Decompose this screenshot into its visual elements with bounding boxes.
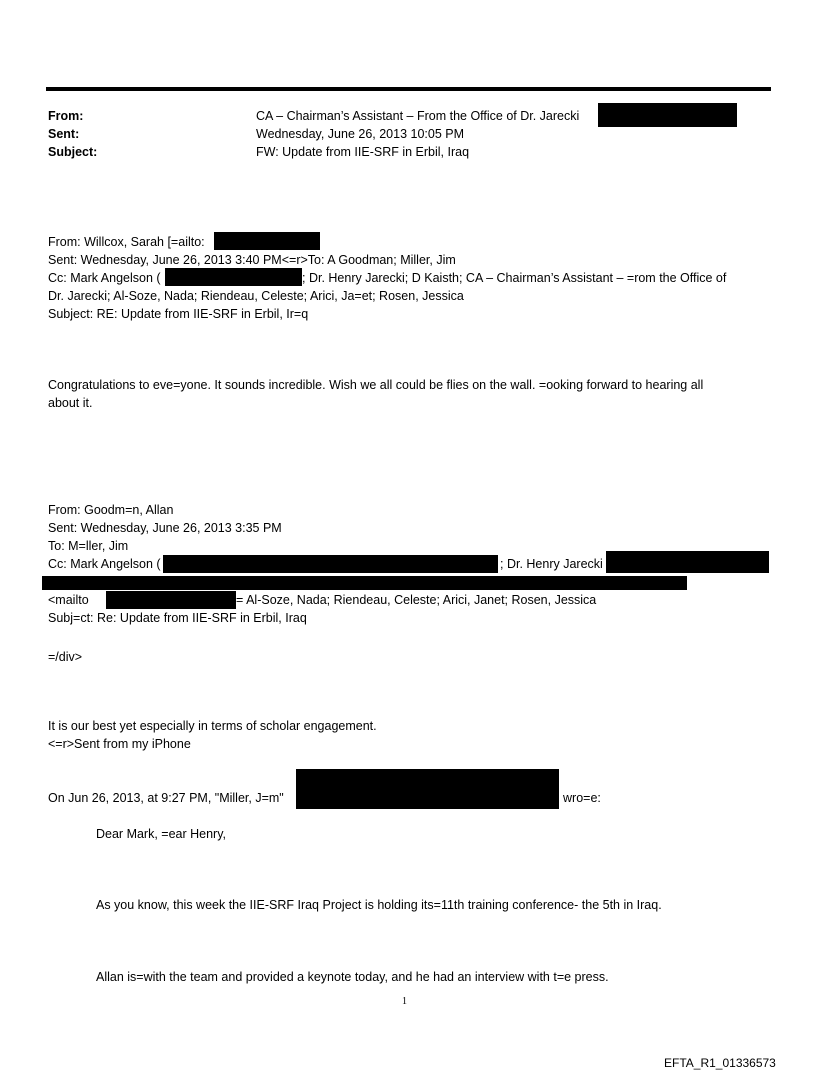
msg2-mailto-start: <mailto [48,593,89,607]
msg2-sent: Sent: Wednesday, June 26, 2013 3:35 PM [48,521,282,535]
msg2-body-line1: It is our best yet especially in terms of scholar engagement. [48,719,377,733]
redaction-box [42,576,687,590]
redaction-box [106,591,236,609]
msg2-body-line2: <=r>Sent from my iPhone [48,737,191,751]
msg2-div-artifact: =/div> [48,650,83,664]
msg3-paragraph-2: Allan is=with the team and provided a keynote today, and he had an interview with t=e press. [96,970,609,984]
page-number: 1 [402,996,407,1007]
msg3-greeting: Dear Mark, =ear Henry, [96,827,227,841]
subject-value: FW: Update from IIE-SRF in Erbil, Iraq [256,145,470,159]
msg1-from: From: Willcox, Sarah [=ailto: [48,235,205,249]
header-rule [46,87,771,91]
redaction-box [296,769,559,809]
redaction-box [606,551,769,573]
msg1-cc-cont: Dr. Jarecki; Al-Soze, Nada; Riendeau, Celeste; Arici, Ja=et; Rosen, Jessica [48,289,464,303]
redaction-box [165,268,302,286]
msg1-body-line2: about it. [48,396,93,410]
msg1-subject: Subject: RE: Update from IIE-SRF in Erbil, Ir=q [48,307,309,321]
msg2-mailto-rest: = Al-Soze, Nada; Riendeau, Celeste; Arici, Janet; Rosen, Jessica [236,593,597,607]
redaction-box [163,555,498,573]
msg3-intro-rest: wro=e: [563,791,601,805]
document-id: EFTA_R1_01336573 [664,1056,776,1070]
from-value: CA – Chairman’s Assistant – From the Office of Dr. Jarecki [256,109,580,123]
redaction-box [214,232,320,250]
msg2-from: From: Goodm=n, Allan [48,503,174,517]
msg2-cc-start: Cc: Mark Angelson ( [48,557,161,571]
msg1-cc-start: Cc: Mark Angelson ( [48,271,161,285]
msg1-body-line1: Congratulations to eve=yone. It sounds incredible. Wish we all could be flies on the wall. =ooking forward to hearing all [48,378,704,392]
msg2-cc-rest: ; Dr. Henry Jarecki [500,557,603,571]
redaction-box [598,103,737,127]
msg2-to: To: M=ller, Jim [48,539,129,553]
subject-label: Subject: [48,145,98,159]
msg2-subject: Subj=ct: Re: Update from IIE-SRF in Erbil, Iraq [48,611,307,625]
msg1-sent: Sent: Wednesday, June 26, 2013 3:40 PM<=r>To: A Goodman; Miller, Jim [48,253,456,267]
from-label: From: [48,109,84,123]
msg3-intro-start: On Jun 26, 2013, at 9:27 PM, "Miller, J=m" [48,791,284,805]
sent-value: Wednesday, June 26, 2013 10:05 PM [256,127,465,141]
msg1-cc-rest: ; Dr. Henry Jarecki; D Kaisth; CA – Chairman’s Assistant – =rom the Office of [302,271,727,285]
msg3-paragraph-1: As you know, this week the IIE-SRF Iraq Project is holding its=11th training conference- the 5th in Iraq. [96,898,662,912]
sent-label: Sent: [48,127,80,141]
